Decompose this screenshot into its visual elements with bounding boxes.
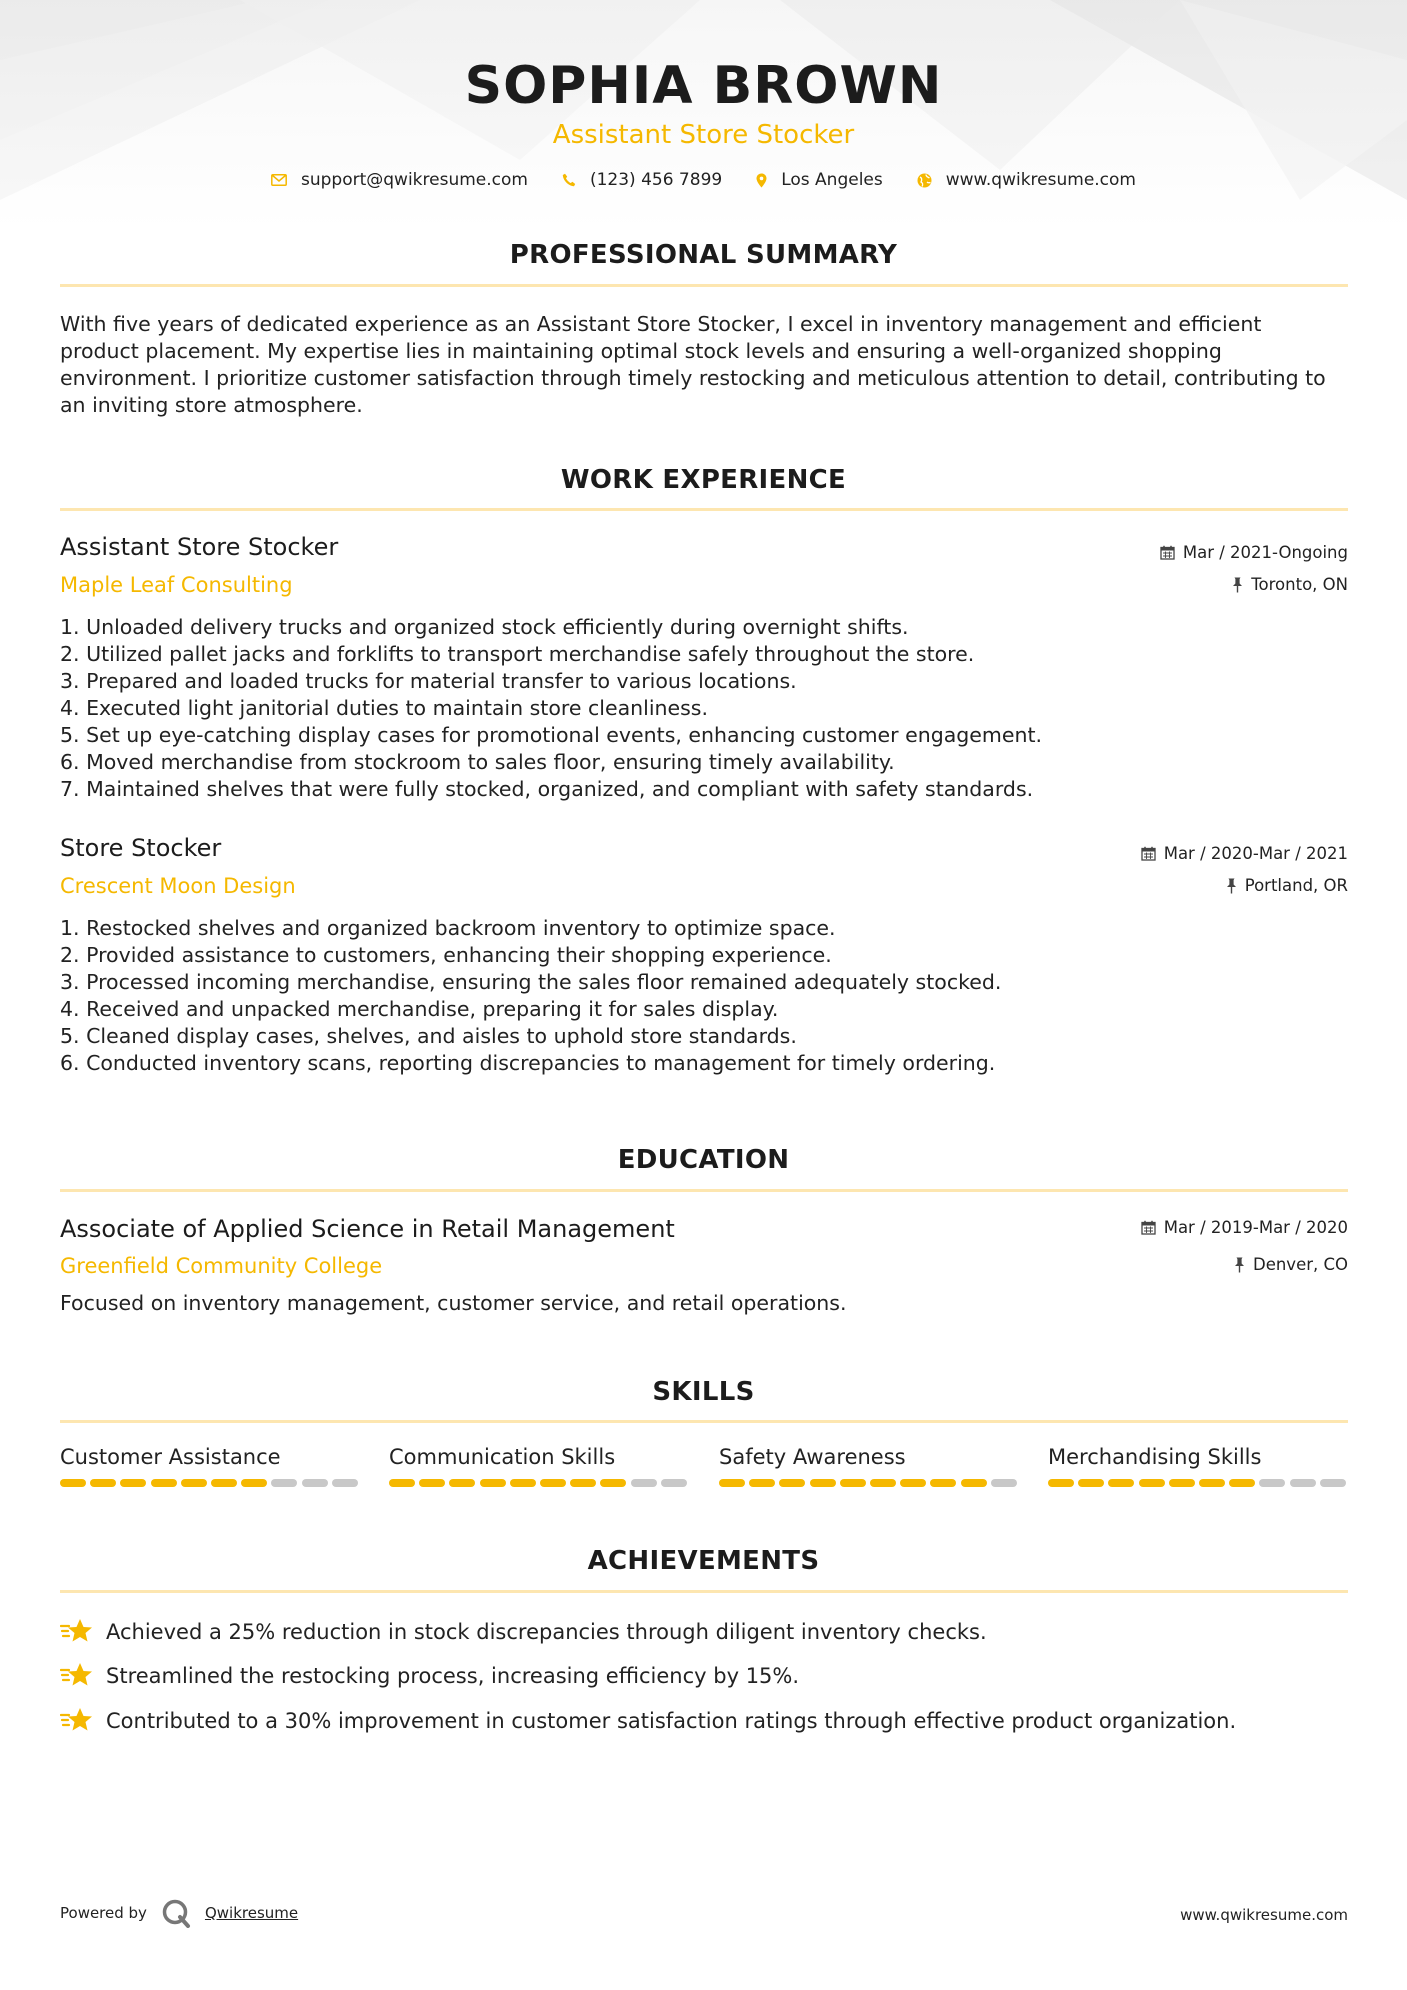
skill-name: Safety Awareness [719,1445,906,1469]
skill-dot-filled [480,1479,506,1487]
location-text: Los Angeles [781,170,883,190]
education-date [1141,1218,1348,1237]
skill-dot-filled [1108,1479,1134,1487]
list-item: 3. Prepared and loaded trucks for material transfer to various locations. [60,669,797,693]
education-location [1234,1255,1348,1274]
pushpin-icon [1232,577,1243,593]
education-description: Focused on inventory management, customer service, and retail operations. [60,1291,847,1315]
skills-divider [60,1420,1348,1423]
list-item: 5. Cleaned display cases, shelves, and aisles to uphold store standards. [60,1024,797,1048]
skill-dot-empty [271,1479,297,1487]
achievement-text: Achieved a 25% reduction in stock discrepancies through diligent inventory checks. [106,1620,987,1644]
achievements-divider [60,1590,1348,1593]
website-text: www.qwikresume.com [945,170,1136,190]
skill-dot-filled [181,1479,207,1487]
pushpin-icon [1226,878,1237,894]
skill-dot-filled [719,1479,745,1487]
achievement-item [60,1617,987,1647]
contact-email[interactable] [271,170,528,190]
skill-dot-empty [631,1479,657,1487]
job-date [1141,844,1348,863]
list-item: 4. Received and unpacked merchandise, preparing it for sales display. [60,997,779,1021]
skill-dot-filled [120,1479,146,1487]
footer-website[interactable]: www.qwikresume.com [1180,1906,1348,1924]
email-text: support@qwikresume.com [301,170,528,190]
skill-dot-filled [449,1479,475,1487]
job-company: Maple Leaf Consulting [60,573,293,597]
skill-dot-filled [570,1479,596,1487]
star-icon [60,1617,94,1647]
skill-dot-filled [1229,1479,1255,1487]
job-responsibilities [60,614,1310,803]
achievement-item [60,1661,799,1691]
skill-dot-filled [211,1479,237,1487]
job-date-text: Mar / 2020-Mar / 2021 [1163,844,1348,863]
job-date [1160,543,1348,562]
skill-meter [719,1479,1021,1487]
calendar-icon [1141,846,1156,861]
education-location-text: Denver, CO [1252,1255,1348,1274]
map-pin-icon [756,173,767,188]
footer-powered-by [60,1898,298,1928]
list-item: 4. Executed light janitorial duties to maintain store cleanliness. [60,696,709,720]
envelope-icon [271,174,287,186]
skill-meter [60,1479,362,1487]
education-date-text: Mar / 2019-Mar / 2020 [1163,1218,1348,1237]
skill-dot-filled [810,1479,836,1487]
skill-meter [389,1479,691,1487]
phone-text: (123) 456 7899 [589,170,723,190]
skill-item [389,1445,691,1487]
list-item: 2. Utilized pallet jacks and forklifts to transport merchandise safely throughout the store. [60,642,975,666]
contact-website[interactable] [917,170,1136,190]
job-location-text: Portland, OR [1244,876,1348,895]
summary-divider [60,284,1348,287]
list-item: 2. Provided assistance to customers, enhancing their shopping experience. [60,943,832,967]
skill-dot-filled [840,1479,866,1487]
calendar-icon [1141,1220,1156,1235]
summary-text [60,311,1350,419]
achievement-item [60,1706,1236,1736]
skill-dot-filled [389,1479,415,1487]
pushpin-icon [1234,1257,1245,1273]
star-icon [60,1661,94,1691]
skill-dot-filled [419,1479,445,1487]
job-date-text: Mar / 2021-Ongoing [1182,543,1348,562]
skill-dot-filled [749,1479,775,1487]
skill-dot-filled [540,1479,566,1487]
summary-heading: PROFESSIONAL SUMMARY [509,240,898,270]
skill-meter [1048,1479,1350,1487]
candidate-role: Assistant Store Stocker [552,120,855,150]
skill-dot-filled [90,1479,116,1487]
brand-link[interactable]: Qwikresume [204,1904,299,1922]
achievement-text: Streamlined the restocking process, increasing efficiency by 15%. [106,1664,800,1688]
skill-name: Customer Assistance [60,1445,281,1469]
achievement-text: Contributed to a 30% improvement in customer satisfaction ratings through effective product organization. [106,1709,1237,1733]
skill-dot-filled [151,1479,177,1487]
job-company: Crescent Moon Design [60,874,296,898]
education-divider [60,1189,1348,1192]
skill-dot-empty [661,1479,687,1487]
degree-title: Associate of Applied Science in Retail Management [60,1215,675,1243]
skill-dot-filled [870,1479,896,1487]
skill-dot-empty [1259,1479,1285,1487]
skill-item [1048,1445,1350,1487]
skill-dot-filled [1078,1479,1104,1487]
skill-name: Merchandising Skills [1048,1445,1262,1469]
summary-line: With five years of dedicated experience as an Assistant Store Stocker, I excel in inventory management and efficient [60,312,1262,336]
skill-dot-filled [1199,1479,1225,1487]
list-item: 6. Conducted inventory scans, reporting discrepancies to management for timely ordering. [60,1051,996,1075]
skill-item [60,1445,362,1487]
contact-bar [0,170,1407,190]
list-item: 7. Maintained shelves that were fully stocked, organized, and compliant with safety standards. [60,777,1034,801]
candidate-name: SOPHIA BROWN [464,56,943,116]
skill-dot-filled [241,1479,267,1487]
skill-dot-filled [930,1479,956,1487]
contact-location [756,170,883,190]
list-item: 5. Set up eye-catching display cases for promotional events, enhancing customer engagement. [60,723,1043,747]
contact-phone[interactable] [562,170,722,190]
experience-divider [60,508,1348,511]
skills-heading: SKILLS [652,1377,755,1407]
list-item: 1. Unloaded delivery trucks and organized stock efficiently during overnight shifts. [60,615,909,639]
skill-dot-filled [1139,1479,1165,1487]
skill-dot-filled [60,1479,86,1487]
job-location [1232,575,1348,594]
list-item: 1. Restocked shelves and organized backroom inventory to optimize space. [60,916,836,940]
job-location [1226,876,1348,895]
star-icon [60,1706,94,1736]
skill-dot-empty [1290,1479,1316,1487]
skill-item [719,1445,1021,1487]
skill-dot-filled [510,1479,536,1487]
skill-dot-filled [1169,1479,1195,1487]
summary-line: product placement. My expertise lies in maintaining optimal stock levels and ensuring a well-organized shopping [60,339,1222,363]
globe-icon [917,173,932,188]
summary-line: environment. I prioritize customer satisfaction through timely restocking and meticulous attention to detail, contributing to [60,366,1326,390]
list-item: 3. Processed incoming merchandise, ensuring the sales floor remained adequately stocked. [60,970,1002,994]
skill-dot-filled [779,1479,805,1487]
skill-name: Communication Skills [389,1445,616,1469]
qwikresume-logo-icon [161,1898,191,1928]
job-responsibilities [60,915,1310,1077]
education-heading: EDUCATION [617,1145,790,1175]
job-title: Store Stocker [60,834,222,862]
skill-dot-empty [332,1479,358,1487]
job-title: Assistant Store Stocker [60,533,339,561]
skill-dot-empty [991,1479,1017,1487]
skill-dot-filled [600,1479,626,1487]
skill-dot-filled [1048,1479,1074,1487]
school-name: Greenfield Community College [60,1254,383,1278]
phone-icon [562,173,576,187]
powered-by-text: Powered by [60,1904,147,1922]
skill-dot-empty [1320,1479,1346,1487]
calendar-icon [1160,545,1175,560]
experience-heading: WORK EXPERIENCE [560,465,847,495]
achievements-heading: ACHIEVEMENTS [587,1546,820,1576]
skill-dot-filled [961,1479,987,1487]
summary-line: an inviting store atmosphere. [60,393,363,417]
list-item: 6. Moved merchandise from stockroom to sales floor, ensuring timely availability. [60,750,895,774]
skill-dot-empty [302,1479,328,1487]
skill-dot-filled [900,1479,926,1487]
job-location-text: Toronto, ON [1251,575,1348,594]
